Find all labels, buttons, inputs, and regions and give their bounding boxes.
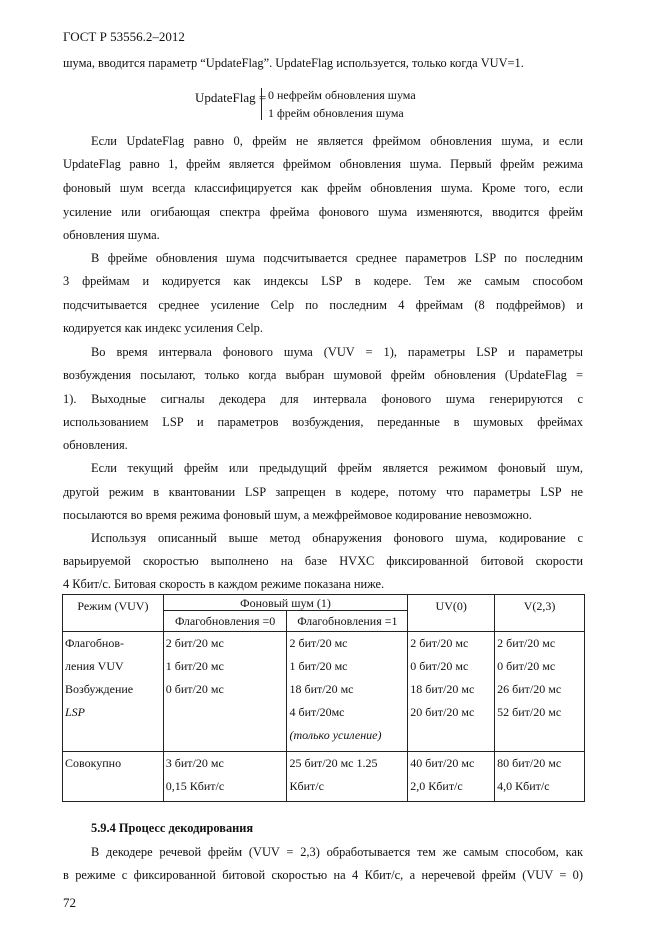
paragraph-6-line: В декодере речевой фрейм (VUV = 2,3) обработывается тем же самым способом, как	[91, 845, 583, 859]
cell-line: 2,0 Кбит/с	[410, 779, 463, 793]
cell-line: 40 бит/20 мс	[410, 756, 475, 770]
table-row	[63, 752, 585, 802]
paragraph-1-line: обновления шума.	[63, 228, 160, 242]
cell-line: Совокупно	[65, 756, 122, 770]
formula-case-0: 0 нефрейм обновления шума	[268, 88, 416, 102]
cell-line: 80 бит/20 мс	[497, 756, 562, 770]
paragraph-2-line: В фрейме обновления шума подсчитывается среднее параметров LSP по последним	[91, 251, 583, 265]
bitrate-table	[62, 594, 585, 802]
cell-line: 18 бит/20 мс	[410, 682, 475, 696]
header-flag0: Флагобновления =0	[163, 611, 287, 632]
paragraph-2-line: 3 фреймам и кодируется как индексы LSP в кодере. Тем же самым способом	[63, 274, 583, 288]
table-cell	[408, 752, 495, 802]
table-cell	[495, 752, 585, 802]
cell-line: 2 бит/20 мс	[289, 636, 348, 650]
header-v: V(2,3)	[495, 595, 585, 632]
intro-line: шума, вводится параметр “UpdateFlag”. UpdateFlag используется, только когда VUV=1.	[63, 56, 524, 70]
cell-line: 2 бит/20 мс	[165, 636, 224, 650]
table-row	[63, 632, 585, 752]
cell-line: (только усиление)	[289, 728, 382, 742]
header-background-noise: Фоновый шум (1)	[163, 595, 408, 611]
paragraph-2-line: кодируется как индекс усиления Celp.	[63, 321, 263, 335]
cell-line: 20 бит/20 мс	[410, 705, 475, 719]
paragraph-5-line: варьируемой скоростью выполнено на базе HVXC фиксированной битовой скорости	[63, 554, 583, 568]
cell-line: LSP	[65, 705, 86, 719]
formula-brace	[261, 88, 268, 120]
cell-line: 1 бит/20 мс	[289, 659, 348, 673]
header-flag1: Флагобновления =1	[287, 611, 408, 632]
cell-line: 4,0 Кбит/с	[497, 779, 550, 793]
table-cell	[63, 752, 164, 802]
header-uv: UV(0)	[408, 595, 495, 632]
document-header: ГОСТ Р 53556.2–2012	[63, 29, 185, 44]
cell-line: ления VUV	[65, 659, 124, 673]
paragraph-3-line: Во время интервала фонового шума (VUV = 1), параметры LSP и параметры	[91, 345, 583, 359]
cell-line: 2 бит/20 мс	[497, 636, 556, 650]
table-cell	[63, 632, 164, 752]
section-title: 5.9.4 Процесс декодирования	[91, 821, 254, 835]
paragraph-1-line: фоновый шум всегда классифицируется как фрейм обновления шума. Кроме того, если	[63, 181, 583, 195]
cell-line: 3 бит/20 мс	[165, 756, 224, 770]
table-cell	[495, 632, 585, 752]
formula-case-1: 1 фрейм обновления шума	[268, 106, 404, 120]
cell-line: 25 бит/20 мс 1.25	[289, 756, 378, 770]
paragraph-3-line: возбуждения посылают, только когда выбран шумовой фрейм обновления (UpdateFlag =	[63, 368, 583, 382]
paragraph-1-line: Если UpdateFlag равно 0, фрейм не является фреймом обновления шума, и если	[91, 134, 583, 148]
formula-lhs: UpdateFlag =	[195, 90, 267, 105]
paragraph-4-line: Если текущий фрейм или предыдущий фрейм является режимом фоновый шум,	[91, 461, 583, 475]
table-cell	[287, 752, 408, 802]
table-cell	[287, 632, 408, 752]
paragraph-6-line: в режиме с фиксированной битовой скоростью на 4 Кбит/с, а неречевой фрейм (VUV = 0)	[63, 868, 583, 882]
paragraph-3-line: использованием LSP и параметров возбуждения, переданные в шумовых фреймах	[63, 415, 583, 429]
paragraph-4-line: посылаются во время режима фоновый шум, а межфреймовое кодирование невозможно.	[63, 508, 532, 522]
table-cell	[408, 632, 495, 752]
cell-line: Флагобнов-	[65, 636, 125, 650]
table-cell	[163, 632, 287, 752]
cell-line: 0 бит/20 мс	[410, 659, 469, 673]
header-mode: Режим (VUV)	[63, 595, 164, 632]
cell-line: 0 бит/20 мс	[165, 682, 224, 696]
cell-line: 0,15 Кбит/с	[165, 779, 225, 793]
cell-line: 18 бит/20 мс	[289, 682, 354, 696]
paragraph-3-line: 1). Выходные сигналы декодера для интервала фонового шума генерируются с	[63, 392, 583, 406]
cell-line: 1 бит/20 мс	[165, 659, 224, 673]
paragraph-2-line: подсчитывается среднее усиление Celp по последним 4 фреймам (8 подфреймов) и	[63, 298, 583, 312]
paragraph-5-line: 4 Кбит/с. Битовая скорость в каждом режиме показана ниже.	[63, 577, 385, 591]
table-cell	[163, 752, 287, 802]
cell-line: Кбит/с	[289, 779, 324, 793]
page-number: 72	[63, 895, 76, 910]
paragraph-4-line: другой режим в квантовании LSP запрещен в кодере, потому что параметры LSP не	[63, 485, 583, 499]
table-header-row	[63, 595, 585, 611]
cell-line: 0 бит/20 мс	[497, 659, 556, 673]
cell-line: 26 бит/20 мс	[497, 682, 562, 696]
paragraph-5-line: Используя описанный выше метод обнаружения фонового шума, кодирование с	[91, 531, 583, 545]
cell-line: Возбуждение	[65, 682, 134, 696]
cell-line: 52 бит/20 мс	[497, 705, 562, 719]
paragraph-1-line: усиление или огибающая спектра фрейма фонового шума изменяются, вводится фрейм	[63, 205, 583, 219]
cell-line: 2 бит/20 мс	[410, 636, 469, 650]
cell-line: 4 бит/20мс	[289, 705, 345, 719]
paragraph-1-line: UpdateFlag равно 1, фрейм является фреймом обновления шума. Первый фрейм режима	[63, 157, 583, 171]
paragraph-3-line: обновления.	[63, 438, 128, 452]
